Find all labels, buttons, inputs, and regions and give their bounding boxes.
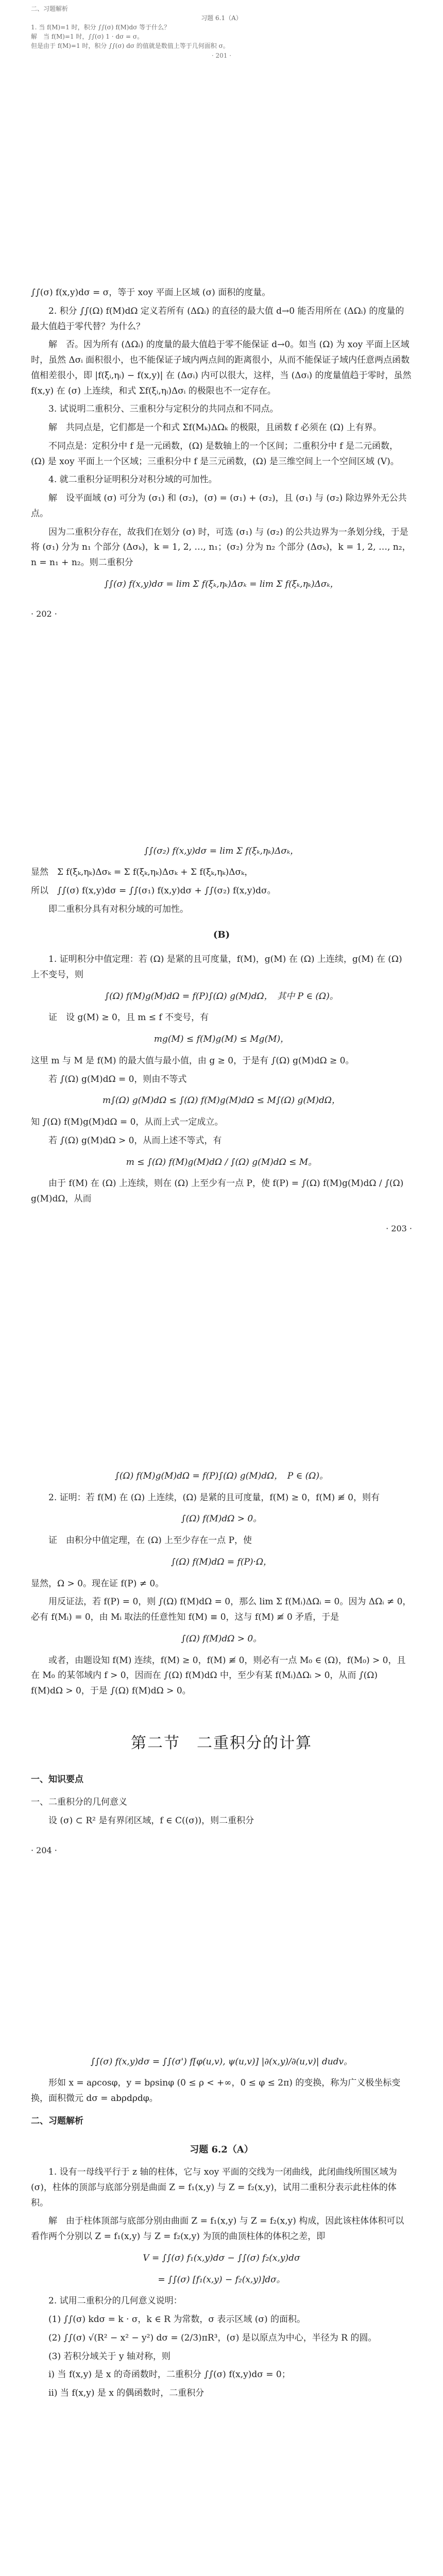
proof-line: 证 由积分中值定理，在 (Ω) 上至少存在一点 P，使 (48, 1535, 252, 1546)
formula: V = ∫∫(σ) f₁(x,y)dσ − ∫∫(σ) f₂(x,y)dσ (143, 2252, 300, 2263)
proof-line: 用反证法，若 f(P) = 0，则 ∫(Ω) f(M)dΩ = 0，那么 lim Σ f(Mᵢ)ΔΩᵢ = 0。因为 ΔΩᵢ ≠ 0，必有 f(Mᵢ) = 0，由 Mᵢ 取法的任意性知 f(M) ≡ 0，这与 f(M) ≢ 0 矛盾，于是 (31, 1597, 412, 1622)
knowledge-item: 一、二重积分的几何意义 (31, 1797, 127, 1807)
section-b-heading: (B) (213, 929, 230, 940)
answer-3b: 不同点是：定积分中 f 是一元函数，(Ω) 是数轴上的一个区间；二重积分中 f 是二元函数，(Ω) 是 xoy 平面上一个区域；三重积分中 f 是三元函数，(Ω) 是三维空间上一个空间区域 (V)。 (31, 440, 399, 467)
page-203 (31, 844, 412, 1236)
top-fragment (31, 0, 412, 112)
proof-line: 由于 f(M) 在 (Ω) 上连续，则在 (Ω) 上至少有一点 P，使 f(P) = ∫(Ω) f(M)g(M)dΩ / ∫(Ω) g(M)dΩ，从而 (31, 1178, 404, 1204)
knowledge-heading: 一、知识要点 (31, 1774, 83, 1785)
proof-line: 或者，由题设知 f(M) 连续，f(M) ≥ 0，f(M) ≢ 0，则必有一点 M₀ ∈ (Ω)，f(M₀) > 0，且在 M₀ 的某邻域内 f > 0，因而在 ∫(Ω) f(M)dΩ 中，至少有某 f(Mᵢ)ΔΩᵢ > 0，从而 ∫(Ω) f(M)dΩ > 0，于是 ∫(Ω) f(M)dΩ > 0。 (31, 1655, 406, 1696)
chapter-title: 第二节 二重积分的计算 (131, 1734, 312, 1752)
question-b2: 2. 证明：若 f(M) 在 (Ω) 上连续，(Ω) 是紧的且可度量，f(M) ≥ 0，f(M) ≢ 0，则有 (48, 1492, 380, 1503)
proof-line: 证 设 g(M) ≥ 0，且 m ≤ f 不变号，有 (48, 1012, 209, 1023)
answer-2: 解 否。因为所有 (ΔΩᵢ) 的度量的最大值趋于零不能保证 d→0。如当 (Ω) 为 xoy 平面上区域时，虽然 Δσᵢ 面积很小，也不能保证子域内两点间的距离很小，从而不能保证子域内任意两点函数值相差很小，即 |f(ξᵢ,ηᵢ) − f(x,y)| 在 (Δσᵢ) 内可以很大，这样，当 (Δσᵢ) 的度量值趋于零时，虽然 f(x,y) 在 (σ) 上连续，和式 Σf(ξᵢ,ηᵢ)Δσᵢ 的极限也不一定存在。 (31, 340, 412, 396)
paragraph: 形如 x = aρcosφ，y = bρsinφ (0 ≤ ρ < +∞，0 ≤ φ ≤ 2π) 的变换，称为广义极坐标变换，面积微元 dσ = abρdρdφ。 (31, 2078, 401, 2104)
conclusion: 即二重积分具有对积分域的可加性。 (48, 904, 189, 914)
page-205 (31, 2055, 412, 2401)
question-2: 2. 试用二重积分的几何意义说明： (48, 2296, 182, 2307)
page-202 (31, 285, 412, 621)
exercise-tag: 习题 6.1（A） (201, 14, 242, 22)
item: i) 当 f(x,y) 是 x 的奇函数时，二重积分 ∫∫(σ) f(x,y)dσ = 0； (48, 2369, 291, 2380)
formula: ∫∫(σ) f(x,y)dσ = ∫∫(σ') f[φ(u,v), ψ(u,v)] |∂(x,y)/∂(u,v)| dudv。 (90, 2056, 353, 2067)
proof-line: 显然，Ω > 0。现在证 f(P) ≠ 0。 (31, 1578, 164, 1589)
spacer (31, 1257, 412, 1463)
formula: ∫∫(σ₂) f(x,y)dσ = lim Σ f(ξₖ,ηₖ)Δσₖ， (144, 845, 299, 856)
proof-line: 这里 m 与 M 是 f(M) 的最大值与最小值，由 g ≥ 0，于是有 ∫(Ω) g(M)dΩ ≥ 0。 (31, 1055, 354, 1066)
formula: ∫(Ω) f(M)dΩ = f(P)·Ω， (171, 1556, 272, 1567)
formula: ∫(Ω) f(M)dΩ > 0。 (181, 1514, 262, 1524)
item: (2) ∫∫(σ) √(R² − x² − y²) dσ = (2/3)πR³，(σ) 是以原点为中心，半径为 R 的圆。 (48, 2332, 377, 2343)
top-line-3: 但是由于 f(M)=1 时，积分 ∫∫(σ) dσ 的值就是数值上等于几何面积 σ。 (31, 42, 229, 49)
top-line-1: 1. 当 f(M)=1 时，积分 ∫∫(σ) f(M)dσ 等于什么？ (31, 24, 171, 31)
formula: ∫(Ω) f(M)dΩ > 0。 (181, 1633, 262, 1644)
formula: m ≤ ∫(Ω) f(M)g(M)dΩ / ∫(Ω) g(M)dΩ ≤ M。 (126, 1157, 317, 1167)
page-204 (31, 1469, 412, 1858)
formula: ∫(Ω) f(M)g(M)dΩ = f(P)∫(Ω) g(M)dΩ， 其中 P ∈ (Ω)。 (105, 991, 338, 1002)
formula-line: 显然 Σ f(ξₖ,ηₖ)Δσₖ = Σ f(ξₖ,ηₖ)Δσₖ + Σ f(ξₖ,ηₖ)Δσₖ， (31, 867, 253, 878)
question-2: 2. 积分 ∫∫(Ω) f(M)dΩ 定义若所有 (ΔΩᵢ) 的直径的最大值 d→0 能否用所在 (ΔΩᵢ) 的度量的最大值趋于零代替？为什么？ (31, 306, 404, 332)
spacer (31, 1878, 412, 2048)
question-3: 3. 试说明二重积分、三重积分与定积分的共同点和不同点。 (48, 404, 279, 415)
proof-line: 若 ∫(Ω) g(M)dΩ > 0，从而上述不等式，有 (48, 1135, 222, 1146)
answer-4b: 因为二重积分存在，故我们在划分 (σ) 时，可选 (σ₁) 与 (σ₂) 的公共边界为一条划分线，于是将 (σ₁) 分为 n₁ 个部分 (Δσₖ)，k = 1, 2, …, n₁；(σ₂) 分为 n₂ 个部分 (Δσₖ)，k = 1, 2, …, n₂，n = n₁ + n₂。则二重积分 (31, 527, 411, 568)
page-number: · 202 · (31, 608, 57, 619)
paragraph: ∫∫(σ) f(x,y)dσ = σ，等于 xoy 平面上区域 (σ) 面积的度量。 (31, 287, 271, 298)
formula: mg(M) ≤ f(M)g(M) ≤ Mg(M)， (154, 1034, 289, 1044)
exercise-title: 习题 6.2（A） (190, 2144, 253, 2155)
item: ii) 当 f(x,y) 是 x 的偶函数时，二重积分 (48, 2388, 205, 2398)
section-heading: 二、习题解析 (31, 2115, 83, 2126)
formula: ∫(Ω) f(M)g(M)dΩ = f(P)∫(Ω) g(M)dΩ， P ∈ (Ω)。 (114, 1470, 328, 1481)
top-line-2: 解 当 f(M)=1 时，∫∫(σ) 1 · dσ = σ。 (31, 33, 144, 40)
header-small: 二、习题解析 (31, 5, 69, 12)
page-number: · 204 · (31, 1845, 57, 1855)
formula: m∫(Ω) g(M)dΩ ≤ ∫(Ω) f(M)g(M)dΩ ≤ M∫(Ω) g(M)dΩ， (102, 1095, 341, 1106)
item: (3) 若积分域关于 y 轴对称，则 (48, 2351, 171, 2362)
answer-1: 解 由于柱体顶部与底部分别由曲面 Z = f₁(x,y) 与 Z = f₂(x,y) 构成，因此该柱体体积可以看作两个分别以 Z = f₁(x,y) 与 Z = f₂(x,y) 为顶的曲顶柱体的体积之差，即 (31, 2216, 404, 2242)
proof-line: 若 ∫(Ω) g(M)dΩ = 0，则由不等式 (48, 1074, 187, 1084)
question-b1: 1. 证明积分中值定理：若 (Ω) 是紧的且可度量，f(M)，g(M) 在 (Ω) 上连续，g(M) 在 (Ω) 上不变号，则 (31, 954, 402, 980)
item: (1) ∫∫(σ) kdσ = k · σ，k ∈ R 为常数，σ 表示区域 (σ) 的面积。 (48, 2314, 306, 2325)
top-page-marker: · 201 · (211, 52, 232, 59)
formula: ∫∫(σ) f(x,y)dσ = lim Σ f(ξₖ,ηₖ)Δσₖ = lim Σ f(ξₖ,ηₖ)Δσₖ， (104, 579, 339, 589)
question-1: 1. 设有一母线平行于 z 轴的柱体，它与 xoy 平面的交线为一闭曲线，此闭曲线所围区域为 (σ)，柱体的顶部与底部分别是曲面 Z = f₁(x,y) 与 Z = f₂(x,y)，试用二重积分表示此柱体的体积。 (31, 2167, 397, 2208)
formula: = ∫∫(σ) [f₁(x,y) − f₂(x,y)]dσ。 (158, 2274, 285, 2285)
answer-4: 解 设平面域 (σ) 可分为 (σ₁) 和 (σ₂)，(σ) = (σ₁) + (σ₂)，且 (σ₁) 与 (σ₂) 除边界外无公共点。 (31, 493, 407, 519)
proof-line: 知 ∫(Ω) f(M)g(M)dΩ = 0，从而上式一定成立。 (31, 1117, 224, 1127)
knowledge-text: 设 (σ) ⊂ R² 是有界闭区域，f ∈ C((σ))，则二重积分 (48, 1815, 254, 1826)
answer-3: 解 共同点是，它们都是一个和式 Σf(Mₖ)ΔΩₖ 的极限，且函数 f 必须在 (Ω) 上有界。 (48, 422, 382, 433)
formula-line: 所以 ∫∫(σ) f(x,y)dσ = ∫∫(σ₁) f(x,y)dσ + ∫∫(σ₂) f(x,y)dσ。 (31, 886, 276, 896)
spacer (31, 112, 412, 282)
question-4: 4. 就二重积分证明积分对积分域的可加性。 (48, 474, 217, 485)
spacer (31, 642, 412, 838)
page-number: · 203 · (386, 1223, 412, 1233)
